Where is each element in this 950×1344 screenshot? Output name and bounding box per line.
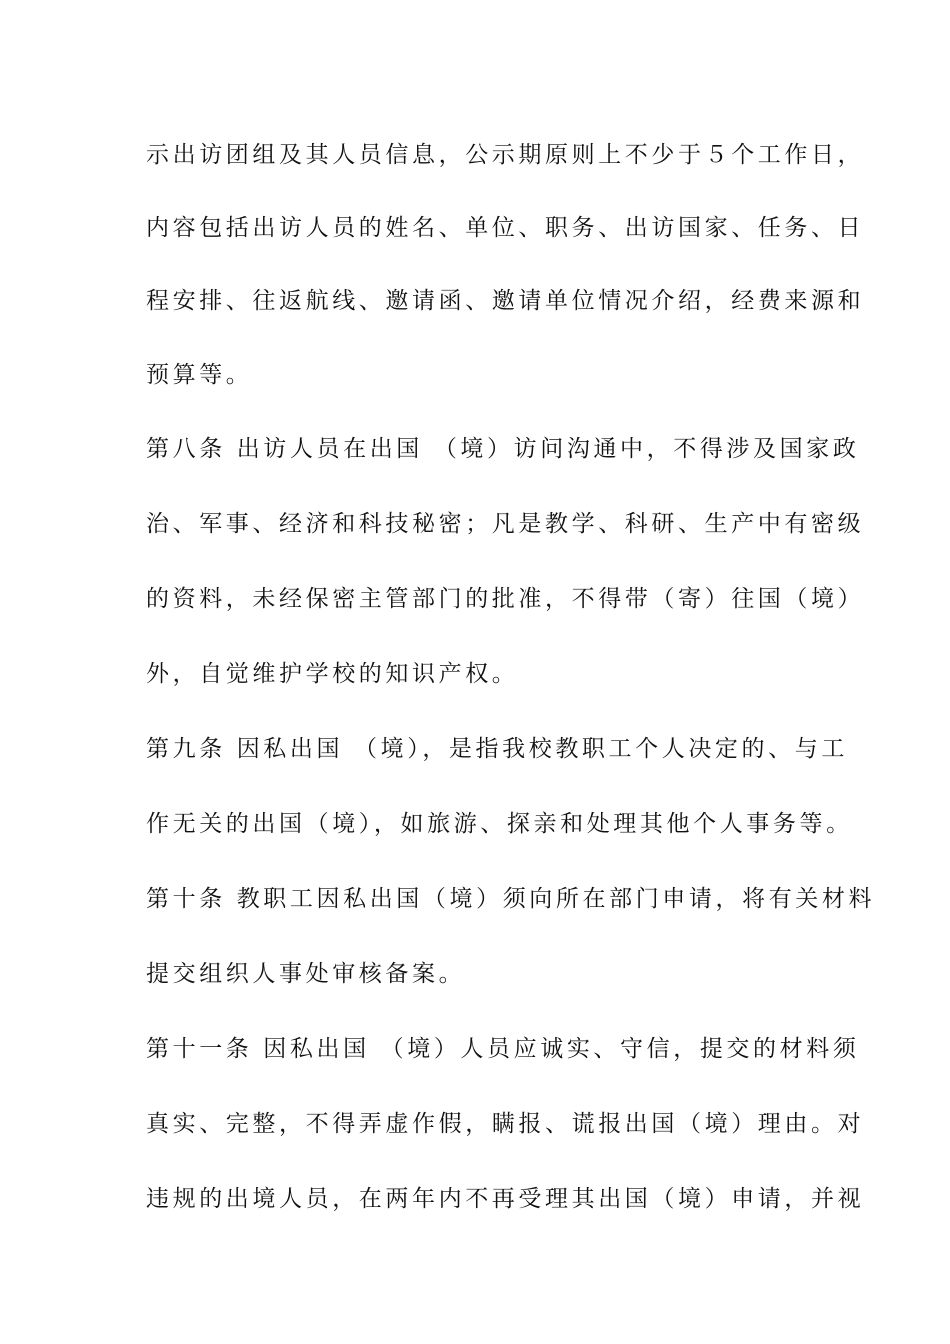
- article-11-line-1: 第十一条 因私出国 （境）人员应诚实、守信，提交的材料须: [146, 1036, 860, 1062]
- article-9-line-1: 第九条 因私出国 （境），是指我校教职工个人决定的、与工: [146, 736, 848, 762]
- text-line-4: 预算等。: [146, 362, 253, 388]
- article-8-line-2: 治、军事、经济和科技秘密；凡是教学、科研、生产中有密级: [146, 511, 865, 537]
- article-11-line-2: 真实、完整，不得弄虚作假，瞒报、谎报出国（境）理由。对: [146, 1111, 865, 1137]
- article-8-line-1: 第八条 出访人员在出国 （境）访问沟通中，不得涉及国家政: [146, 436, 860, 462]
- article-8-line-4: 外，自觉维护学校的知识产权。: [146, 661, 519, 687]
- text-line-2: 内容包括出访人员的姓名、单位、职务、出访国家、任务、日: [146, 215, 865, 241]
- article-10-line-1: 第十条 教职工因私出国（境）须向所在部门申请，将有关材料: [146, 886, 876, 912]
- article-10-line-2: 提交组织人事处审核备案。: [146, 961, 466, 987]
- text-line-1: 示出访团组及其人员信息，公示期原则上不少于５个工作日，: [146, 142, 865, 168]
- text-line-3: 程安排、往返航线、邀请函、邀请单位情况介绍，经费来源和: [146, 288, 865, 314]
- article-8-line-3: 的资料，未经保密主管部门的批准，不得带（寄）往国（境）: [146, 586, 865, 612]
- article-9-line-2: 作无关的出国（境），如旅游、探亲和处理其他个人事务等。: [146, 811, 853, 837]
- article-11-line-3: 违规的出境人员，在两年内不再受理其出国（境）申请，并视: [146, 1186, 865, 1212]
